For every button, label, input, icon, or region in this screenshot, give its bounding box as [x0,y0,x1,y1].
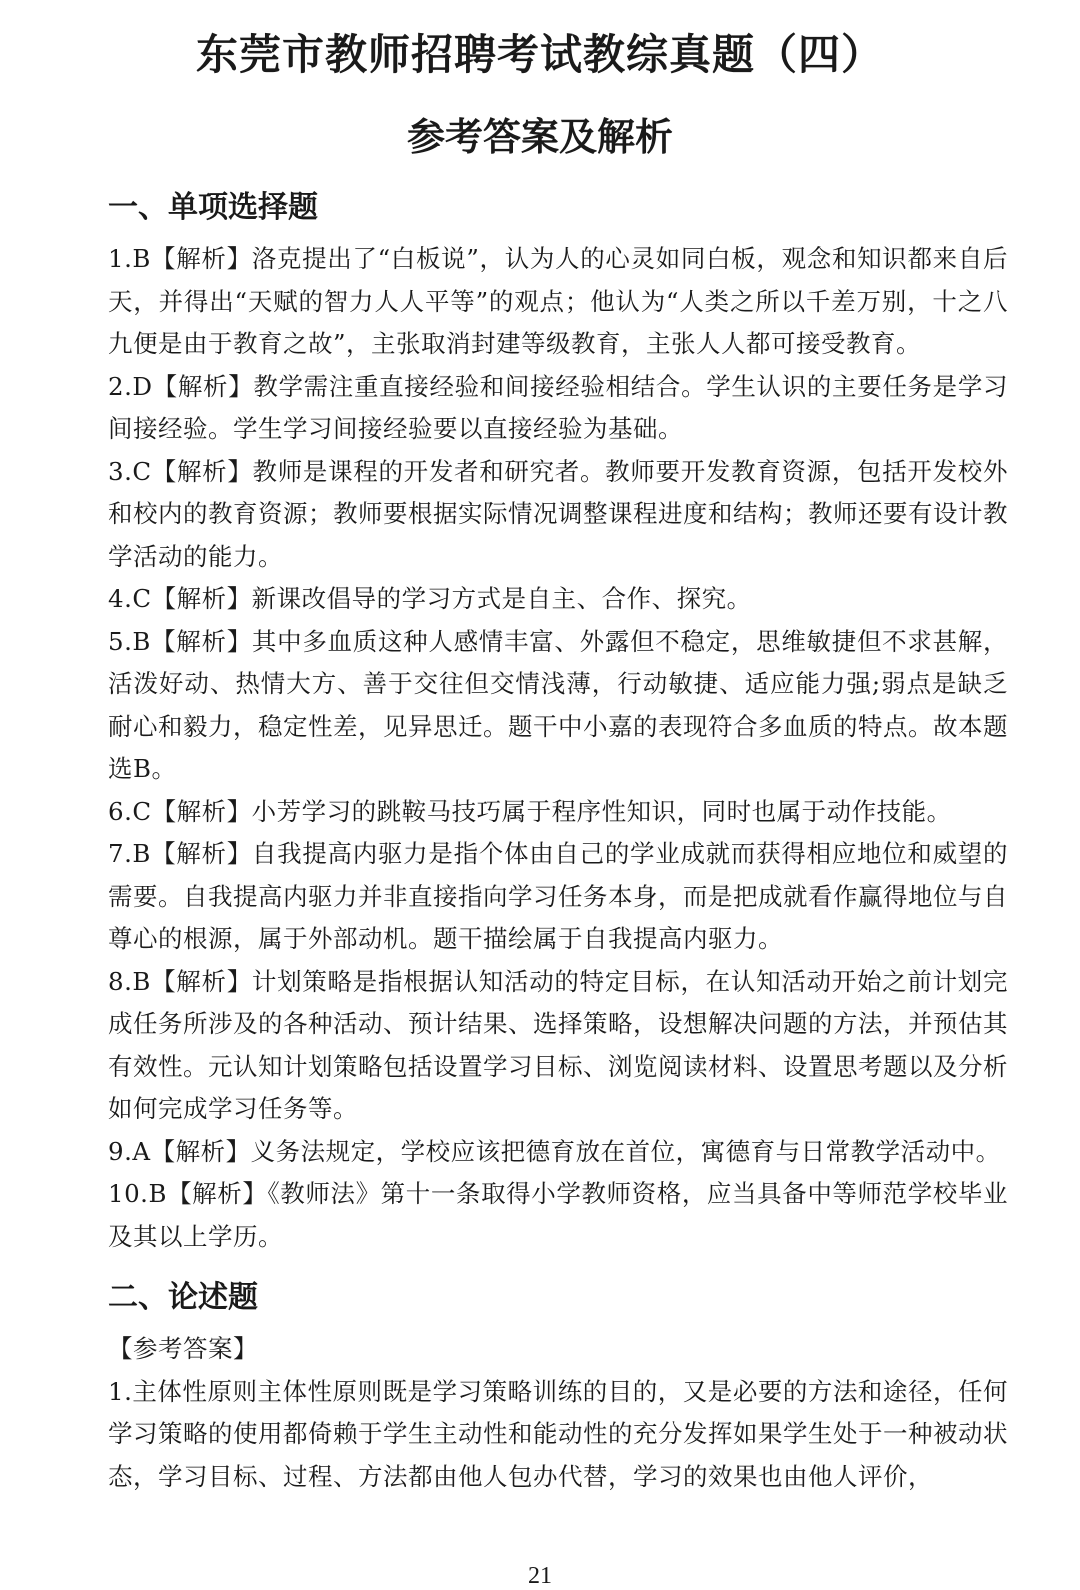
answer-item: 3.C【解析】教师是课程的开发者和研究者。教师要开发教育资源，包括开发校外和校内的教育资源；教师要根据实际情况调整课程进度和结构；教师还要有设计教学活动的能力。 [108,456,1008,571]
answer-item: 1.B【解析】洛克提出了“白板说”，认为人的心灵如同白板，观念和知识都来自后天，并得出“天赋的智力人人平等”的观点；他认为“人类之所以千差万别，十之八九便是由于教育之故”，主张取消封建等级教育，主张人人都可接受教育。 [108,244,1008,358]
section-single-choice [108,186,1008,1258]
section-heading: 一、单项选择题 [108,190,318,225]
answer-item: 10.B【解析】《教师法》第十一条取得小学教师资格，应当具备中等师范学校毕业及其以上学历。 [108,1179,1008,1251]
answer-item: 8.B【解析】计划策略是指根据认知活动的特定目标，在认知活动开始之前计划完成任务所涉及的各种活动、预计结果、选择策略，设想解决问题的方法，并预估其有效性。元认知计划策略包括设置学习目标、浏览阅读材料、设置思考题以及分析如何完成学习任务等。 [108,966,1008,1123]
answer-item: 1.主体性原则主体性原则既是学习策略训练的目的，又是必要的方法和途径，任何学习策略的使用都倚赖于学生主动性和能动性的充分发挥如果学生处于一种被动状态，学习目标、过程、方法都由他人包办代替，学习的效果也由他人评价， [108,1376,1008,1491]
answer-item: 7.B【解析】自我提高内驱力是指个体由自己的学业成就而获得相应地位和威望的需要。自我提高内驱力并非直接指向学习任务本身，而是把成就看作赢得地位与自尊心的根源，属于外部动机。题干描绘属于自我提高内驱力。 [108,839,1008,953]
answer-item: 6.C【解析】小芳学习的跳鞍马技巧属于程序性知识，同时也属于动作技能。 [108,796,952,826]
answer-item: 5.B【解析】其中多血质这种人感情丰富、外露但不稳定，思维敏捷但不求甚解，活泼好动、热情大方、善于交往但交情浅薄，行动敏捷、适应能力强;弱点是缺乏耐心和毅力，稳定性差，见异思迁。题干中小嘉的表现符合多血质的特点。故本题选B。 [108,626,1008,783]
page-number: 21 [528,1563,552,1589]
section-heading: 二、论述题 [108,1280,258,1315]
answer-item: 9.A【解析】义务法规定，学校应该把德育放在首位，寓德育与日常教学活动中。 [108,1136,1001,1166]
reference-answer-tag: 【参考答案】 [108,1334,258,1363]
document-title: 东莞市教师招聘考试教综真题（四） [195,30,884,79]
section-essay [108,1276,1008,1498]
document-subtitle: 参考答案及解析 [406,115,673,159]
answer-item: 4.C【解析】新课改倡导的学习方式是自主、合作、探究。 [108,584,752,613]
answer-item: 2.D【解析】教学需注重直接经验和间接经验相结合。学生认识的主要任务是学习间接经验。学生学习间接经验要以直接经验为基础。 [108,371,1008,443]
